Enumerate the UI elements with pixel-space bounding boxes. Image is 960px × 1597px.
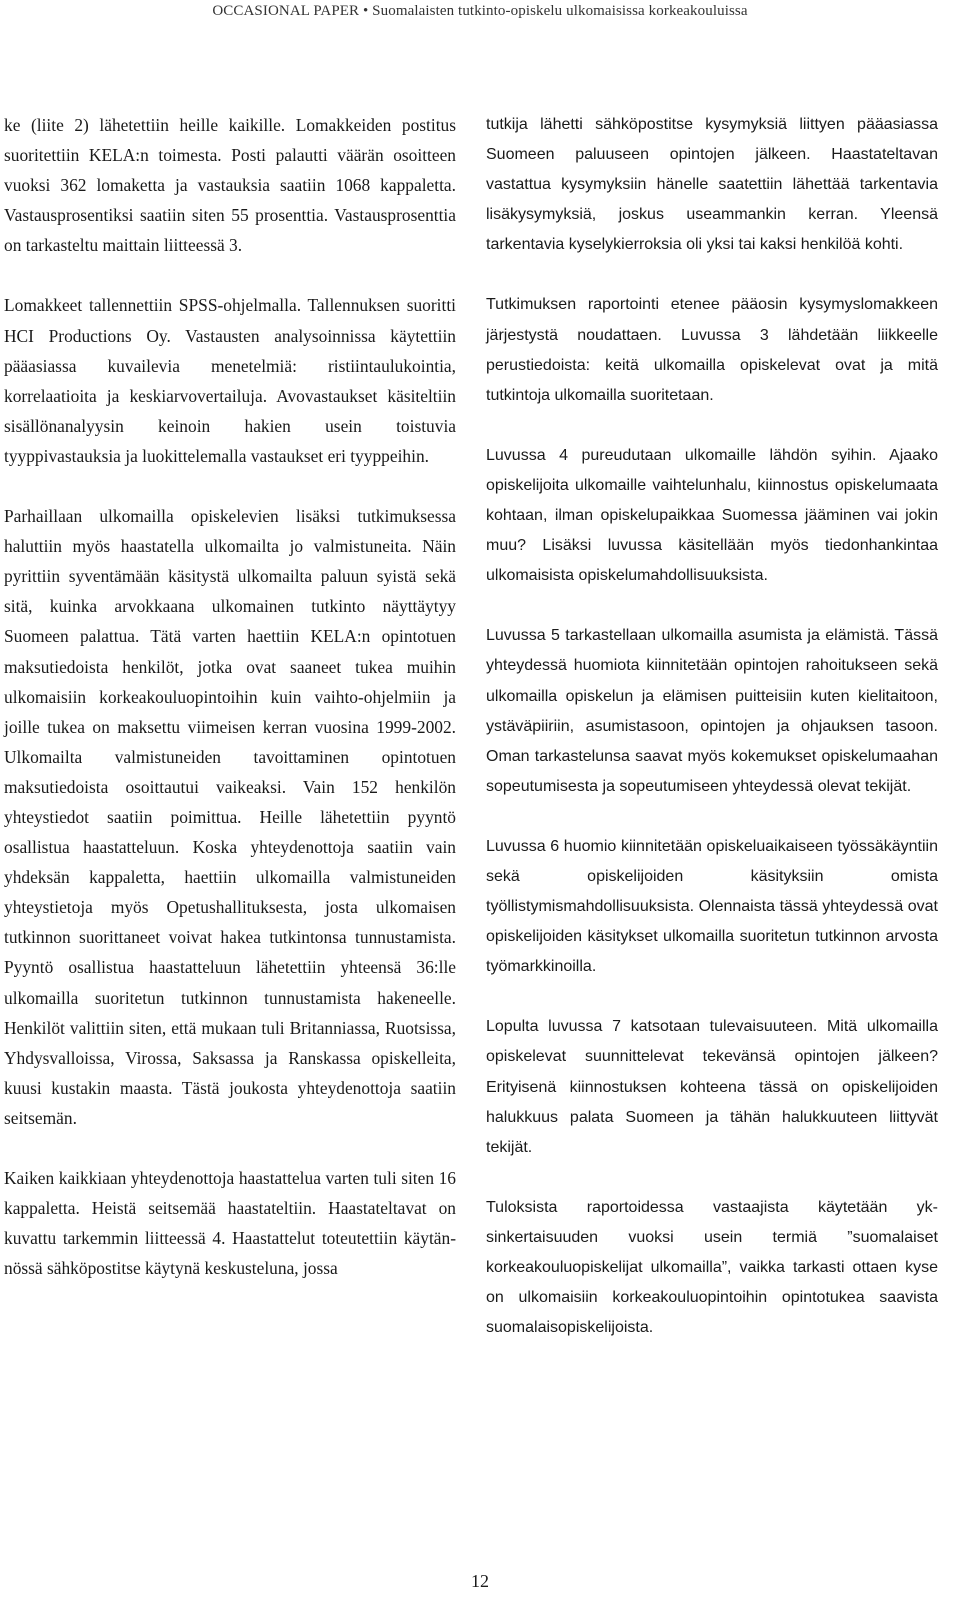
page-number: 12 [471, 1571, 489, 1591]
paragraph: Parhaillaan ulkomailla opiskelevien lisäksi tutkimuksessa haluttiin myös haastatella ulkomailta jo valmistuneita. Näin pyrittiin syventämään käsitystä ulkomailta paluun syistä sekä sitä, kuinka arvokkaana ulkomainen tutkinto näyttäytyy Suomeen palattua. Tätä varten haettiin KELA:n opintotuen maksutiedoista henkilöt, jotka ovat saaneet tukea muihin ulkomaisiin korkeakouluopintoihin kuin vaihto-ohjelmiin ja joille tukea on maksettu viimeisen kerran vuosina 1999-2002. Ulkomailta valmistuneiden tavoittaminen opintotuen maksutiedoista osoittautui vaikeaksi. Vain 152 henkilön yhteystiedot saatiin poimittua. Heille lähetettiin pyyntö osallistua haastatteluun. Koska yhteydenottoja saatiin vain yhdeksän kappaletta, haettiin ulkomailla valmistuneiden yhteystietoja myös Opetushallituksesta, josta ulkomaisen tutkinnon suorittaneet voivat hakea tutkintonsa tunnustamista. Pyyntö osallistua haastatteluun lähetettiin yhteensä 36:lle ulkomailla suoritetun tutkinnon tunnustamista hakeneelle. Henkilöt valittiin siten, että mukaan tuli Britanniassa, Ruotsissa, Yhdysvalloissa, Virossa, Saksassa ja Ranskassa opiskelleita, kuusi kustakin maasta. Tästä joukosta yhteydenottoja saatiin seitsemän. [4, 506, 456, 1128]
paragraph: Luvussa 4 pureudutaan ulkomaille lähdön syihin. Ajaako opiskelijoita ulkomaille vaihtelunhalu, kiinnostus opiskelumaata kohtaan, ilman opiskelupaikkaa Suomessa jääminen vai jokin muu? Lisäksi luvussa käsitellään myös tiedonhankintaa ulkomaisista opiskelumahdollisuuksista. [486, 446, 938, 585]
left-column [4, 110, 456, 1283]
paragraph: Lopulta luvussa 7 katsotaan tulevaisuuteen. Mitä ulkomailla opiskelevat suunnittelevat tekevänsä opintojen jälkeen? Erityisenä kiinnostuksen kohteena tässä on opiskelijoiden halukkuus palata Suomeen ja tähän halukkuuteen liittyvät tekijät. [486, 1018, 938, 1156]
paragraph: ke (liite 2) lähetettiin heille kaikille. Lomakkeiden postitus suoritettiin KELA:n toimesta. Posti palautti väärän osoitteen vuoksi 362 lomaketta ja vastauksia saatiin 1068 kappaletta. Vastausprosentiksi saatiin siten 55 prosenttia. Vastausprosenttia on tarkasteltu maittain liitteessä 3. [4, 115, 456, 256]
paragraph: Lomakkeet tallennettiin SPSS-ohjelmalla. Tallennuksen suoritti HCI Productions Oy. Vastausten analysoinnissa käytettiin pääasiassa kuvailevia menetelmiä: ristiintaulukointia, korrelaatioita ja keskiarvovertailuja. Avovastaukset käsiteltiin sisällönanalyysin keinoin hakien usein toistuvia tyyppivastauksia ja luokittelemalla vastaukset eri tyyppeihin. [4, 295, 456, 466]
paragraph: tutkija lähetti sähköpostitse kysymyksiä liittyen pääasiassa Suomeen paluuseen opintojen jälkeen. Haastateltavan vastattua kysymyksiin hänelle saatettiin lähettää tarkentavia lisäkysymyksiä, joskus useammankin kerran. Yleensä tarkentavia kyselykierroksia oli yksi tai kaksi henkilöä kohti. [486, 116, 938, 254]
paragraph: Luvussa 5 tarkastellaan ulkomailla asumista ja elämistä. Tässä yhteydessä huomiota kiinnitetään opintojen rahoitukseen sekä ulkomailla opiskelun ja elämisen puitteisiin kuten kielitaitoon, ystäväpiiriin, asumistasoon, opintojen ja ohjauksen tasoon. Oman tarkastelunsa saavat myös kokemukset opiskelumaahan sopeutumisesta ja sopeutumiseen yhteydessä olevat tekijät. [486, 627, 938, 795]
right-column [486, 110, 938, 1343]
paragraph: Tuloksista raportoidessa vastaajista käytetään yksinkertaisuuden vuoksi usein termiä ”suomalaiset korkeakouluopiskelijat ulkomailla”, vaikka tarkasti ottaen kyse on ulkomaisiin korkeakouluopintoihin opintotukea saavista suomalaisopiskelijoista. [486, 1198, 938, 1337]
running-header: OCCASIONAL PAPER • Suomalaisten tutkinto-opiskelu ulkomaisissa korkeakouluissa [212, 3, 748, 19]
paragraph: Kaiken kaikkiaan yhteydenottoja haastattelua varten tuli siten 16 kappaletta. Heistä seitsemää haastateltiin. Haastateltavat on kuvattu tarkemmin liitteessä 4. Haastattelut toteutettiin käytännössä sähköpostitse käytynä keskusteluna, jossa [4, 1168, 456, 1279]
paragraph: Tutkimuksen raportointi etenee pääosin kysymyslomakkeen järjestystä noudattaen. Luvussa 3 lähdetään liikkeelle perustiedoista: keitä ulkomailla opiskelevat ovat ja mitä tutkintoja ulkomailla suoritetaan. [486, 296, 938, 404]
paragraph: Luvussa 6 huomio kiinnitetään opiskeluaikaiseen työssäkäyntiin sekä opiskelijoiden käsityksiin omista työllistymismahdollisuuksista. Olennaista tässä yhteydessä ovat opiskelijoiden käsitykset ulkomailla suoritetun tutkinnon arvosta työmarkkinoilla. [486, 837, 938, 976]
